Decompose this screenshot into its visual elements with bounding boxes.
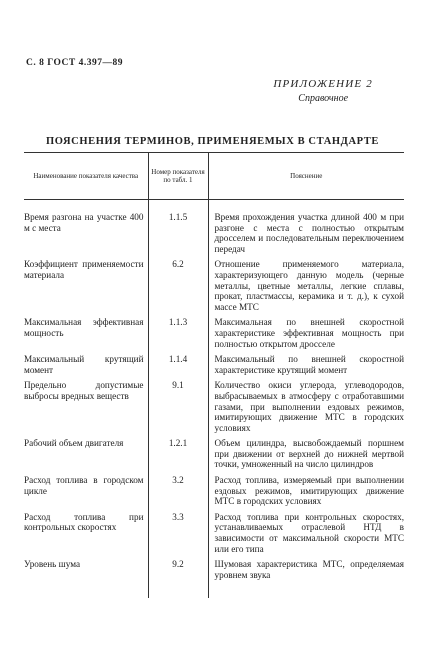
table-row xyxy=(24,354,404,380)
column-header-explanation: Пояснение xyxy=(208,153,404,200)
document-title: ПОЯСНЕНИЯ ТЕРМИНОВ, ПРИМЕНЯЕМЫХ В СТАНДАРТЕ xyxy=(45,136,380,147)
term-number: 3.2 xyxy=(148,475,208,512)
term-number: 1.1.5 xyxy=(148,200,208,260)
page-header: С. 8 ГОСТ 4.397—89 xyxy=(26,58,123,68)
term-name: Расход топлива при контрольных скоростях xyxy=(24,511,144,533)
term-explanation: Время прохождения участка длиной 400 м при разгоне с места с полностью открытым дросселем и последовательным переключением передач xyxy=(214,212,404,254)
term-name: Предельно допустимые выбросы вредных веществ xyxy=(24,380,144,401)
term-explanation: Объем цилиндра, высвобождаемый поршнем при движении от верхней до нижней мертвой точки, умноженный на число цилиндров xyxy=(214,438,404,470)
table-header-row xyxy=(24,153,404,200)
term-number: 3.3 xyxy=(148,512,208,559)
table-row xyxy=(24,512,404,559)
table-row xyxy=(24,259,404,317)
column-header-number: Номер показателя по табл. 1 xyxy=(148,153,208,200)
term-explanation: Количество окиси углерода, углеводородов, выбрасываемых в атмосферу с отработавшими газами, при выполнении ездовых режимов, имитирующих движение МТС в городских условиях xyxy=(214,380,404,433)
appendix-label xyxy=(273,78,373,104)
table-row xyxy=(24,380,404,438)
term-explanation: Расход топлива при контрольных скоростях, устанавливаемых отраслевой НТД в зависимости от максимальной скорости МТС или его типа xyxy=(214,511,404,554)
term-number: 9.1 xyxy=(148,380,208,438)
term-number: 1.2.1 xyxy=(148,438,208,475)
term-number: 6.2 xyxy=(148,259,208,317)
term-name: Максимальный крутящий момент xyxy=(24,354,144,375)
appendix-title: ПРИЛОЖЕНИЕ 2 xyxy=(273,78,373,90)
term-explanation: Шумовая характеристика МТС, определяемая уровнем звука xyxy=(214,559,404,580)
term-name: Коэффициент применяемости материала xyxy=(24,259,144,280)
terms-table xyxy=(24,152,404,598)
table-row xyxy=(24,200,404,260)
term-name: Уровень шума xyxy=(24,559,81,570)
term-name: Время разгона на участке 400 м с места xyxy=(24,212,144,233)
column-header-name: Наименование показателя качества xyxy=(24,153,148,200)
table-row xyxy=(24,438,404,475)
term-name: Расход топлива в городском цикле xyxy=(24,475,144,496)
term-number: 9.2 xyxy=(148,559,208,598)
term-explanation: Отношение применяемого материала, характеризующего данную модель (черные металлы, цветные металлы, легкие сплавы, прокат, пластмассы, керамика и т. д.), к сухой массе МТС xyxy=(214,259,404,312)
term-number: 1.1.3 xyxy=(148,317,208,354)
appendix-subtitle: Справочное xyxy=(298,93,349,104)
term-name: Рабочий объем двигателя xyxy=(24,438,124,449)
table-row xyxy=(24,559,404,598)
term-number: 1.1.4 xyxy=(148,354,208,380)
table-row xyxy=(24,317,404,354)
table-row xyxy=(24,475,404,512)
term-name: Максимальная эффективная мощность xyxy=(24,317,144,338)
term-explanation: Максимальный по внешней скоростной характеристике крутящий момент xyxy=(214,354,404,375)
term-explanation: Максимальная по внешней скоростной характеристике эффективная мощность при полностью открытом дросселе xyxy=(214,317,404,349)
term-explanation: Расход топлива, измеряемый при выполнении ездовых режимов, имитирующих движение МТС в городских условиях xyxy=(214,475,404,507)
